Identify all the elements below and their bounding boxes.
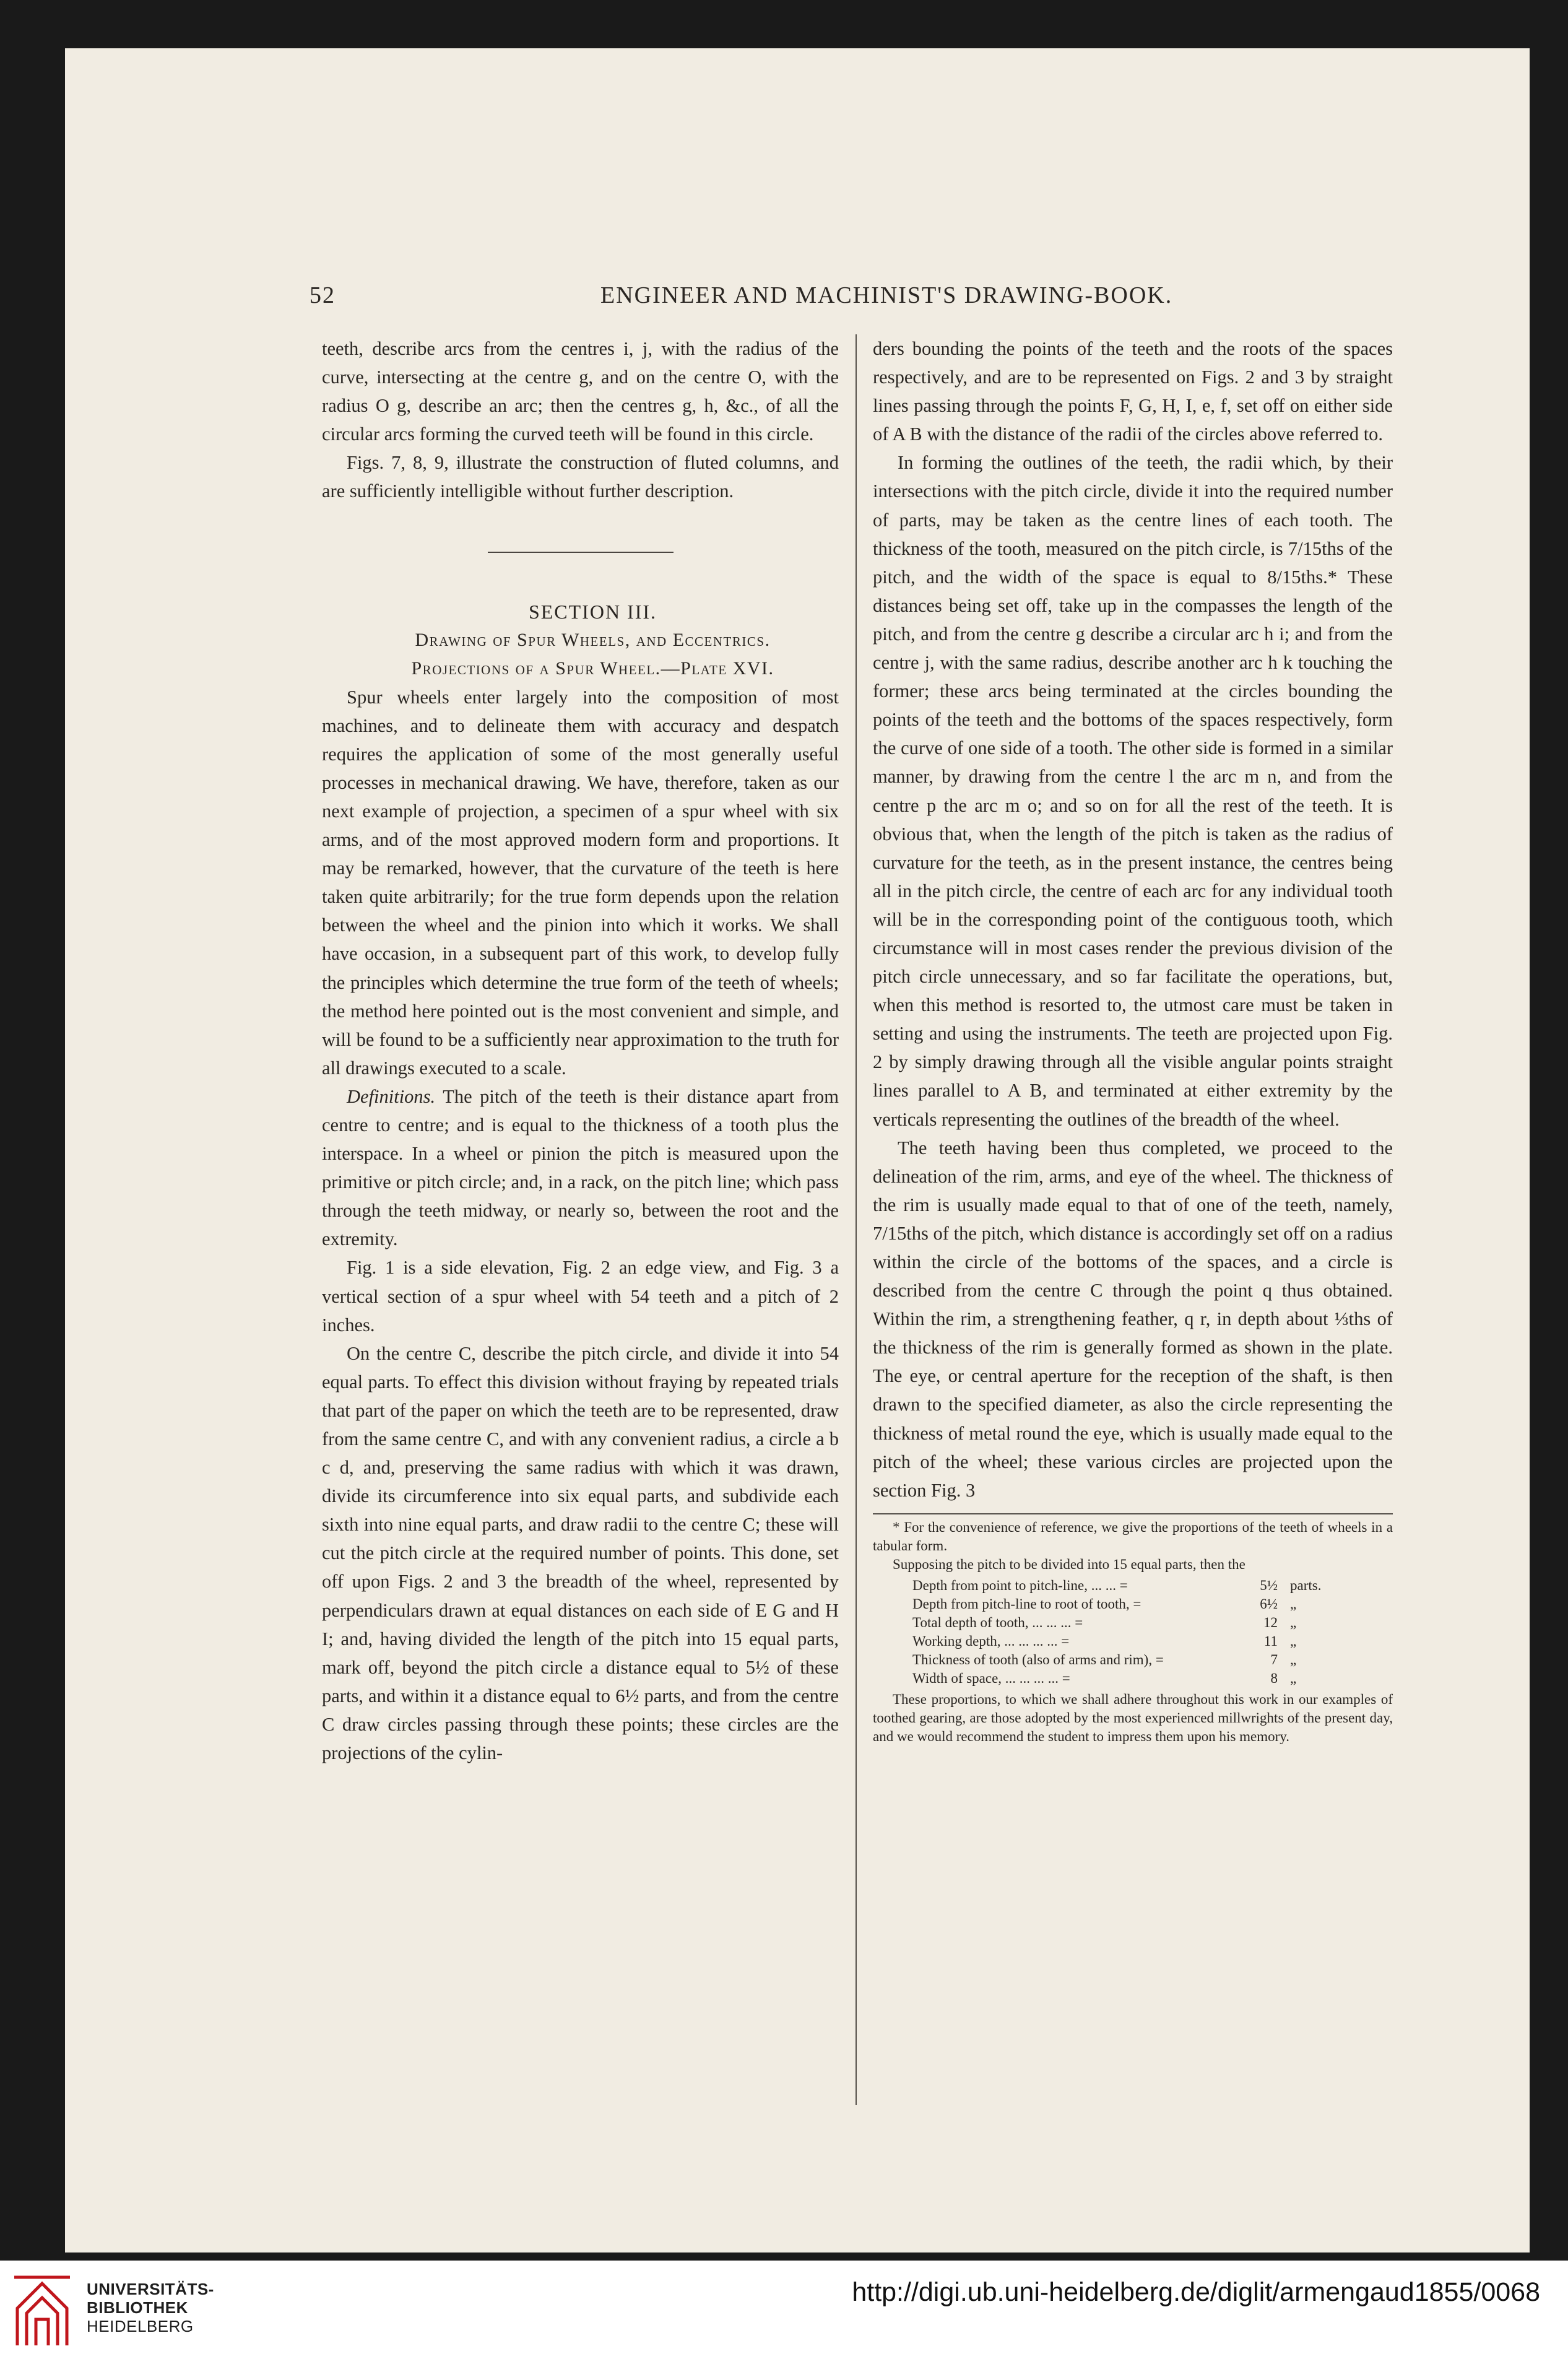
paragraph: ders bounding the points of the teeth and the roots of the spaces respectively, and are to be represented on Figs. 2 and 3 by straight lines passing through the points F, G, H, I, e, f, set off on either side of A B with the distance of the radii of the circles above referred to. (873, 338, 1393, 445)
proportions-unit: „ (1290, 1614, 1297, 1630)
section-heading: SECTION III. (528, 600, 657, 623)
proportions-value: 11 (1263, 1633, 1278, 1649)
proportions-row (912, 1651, 1340, 1669)
paragraph: Spur wheels enter largely into the composition of most machines, and to delineate them with accuracy and despatch requires the application of some of the most generally useful processes in mechanical drawing. We have, therefore, taken as our next example of projection, a specimen of a spur wheel with six arms, and of the most approved modern form and proportions. It may be remarked, however, that the curvature of the teeth is here taken quite arbitrarily; for the true form depends upon the relation between the wheel and the pinion into which it works. We shall have occasion, in a subsequent part of this work, to develop fully the principles which determine the true form of the teeth of wheels; the method here pointed out is the most convenient and simple, and will be found to be a sufficiently near approximation to the truth for all drawings executed to a scale. (322, 686, 839, 1079)
library-name-line2: BIBLIOTHEK (87, 2298, 188, 2317)
paragraph: In forming the outlines of the teeth, the radii which, by their intersections with the pitch circle, divide it into the required number of parts, may be taken as the centre lines of each tooth. The thickness of the tooth, measured on the pitch circle, is 7/15ths of the pitch, and the width of the space is equal to 8/15ths.* These distances being set off, take up in the compasses the length of the pitch, and from the centre g describe a circular arc h i; and from the centre j, with the same radius, describe another arc h k touching the former; these arcs being terminated at the circles bounding the points of the teeth and the bottoms of the spaces respectively, form the curve of one side of a tooth. The other side is formed in a similar manner, by drawing from the centre l the arc m n, and from the centre p the arc m o; and so on for all the rest of the teeth. It is obvious that, when the length of the pitch is taken as the radius of curvature for the teeth, as in the present instance, the centres being all in the pitch circle, the centre of each arc for any individual tooth will be in the corresponding point of the contiguous tooth, which circumstance will in most cases render the previous division of the pitch circle unnecessary, and so far facilitate the operations, but, when this method is resorted to, the utmost care must be taken in setting and using the instruments. The teeth are projected upon Fig. 2 by simply drawing through all the visible angular points straight lines parallel to A B, and terminated at either extremity by the verticals representing the outlines of the breadth of the wheel. (873, 452, 1393, 1130)
section-divider (488, 552, 674, 553)
running-title: ENGINEER AND MACHINIST'S DRAWING-BOOK. (600, 282, 1173, 308)
library-name-line1: UNIVERSITÄTS- (87, 2280, 214, 2298)
proportions-label: Width of space, ... ... ... ... = (912, 1670, 1070, 1686)
proportions-row (912, 1595, 1340, 1614)
section-subtitle-plate: Projections of a Spur Wheel.—Plate XVI. (411, 658, 774, 679)
left-column (322, 334, 839, 1767)
footnote-outro: These proportions, to which we shall adhere throughout this work in our examples of toothed gearing, are those adopted by the most experienced millwrights of the present day, and we would recommend the student to impress them upon his memory. (873, 1691, 1393, 1744)
proportions-unit: „ (1290, 1651, 1297, 1667)
paragraph: The teeth having been thus completed, we proceed to the delineation of the rim, arms, and eye of the wheel. The thickness of the rim is usually made equal to that of one of the teeth, namely, 7/15ths of the pitch, which distance is accordingly set off on a radius within the circle of the bottoms of the spaces, and a circle is described from the centre C through the point q thus obtained. Within the rim, a strengthening feather, q r, in depth about ⅓ths of the thickness of the rim is generally formed as shown in the plate. The eye, or central aperture for the reception of the shaft, is then drawn to the specified diameter, as also the circle representing the thickness of metal round the eye, which is usually made equal to the pitch of the wheel; these various circles are projected upon the section Fig. 3 (873, 1137, 1393, 1501)
paragraph: teeth, describe arcs from the centres i, j, with the radius of the curve, intersecting at the centre g, and on the centre O, with the radius O g, describe an arc; then the centres g, h, &c., of all the circular arcs forming the curved teeth will be found in this circle. (322, 338, 839, 445)
proportions-row (912, 1632, 1340, 1651)
proportions-label: Working depth, ... ... ... ... = (912, 1633, 1070, 1649)
paragraph: Figs. 7, 8, 9, illustrate the construction of fluted columns, and are sufficiently intelligible without further description. (322, 452, 839, 502)
proportions-row (912, 1576, 1340, 1595)
paragraph: Fig. 1 is a side elevation, Fig. 2 an edge view, and Fig. 3 a vertical section of a spur wheel with 54 teeth and a pitch of 2 inches. (322, 1257, 839, 1336)
library-logo-icon (11, 2271, 73, 2352)
section-subtitle: Drawing of Spur Wheels, and Eccentrics. (415, 629, 771, 650)
paragraph: On the centre C, describe the pitch circle, and divide it into 54 equal parts. To effect this division without fraying by repeated trials that part of the paper on which the teeth are to be represented, draw from the same centre C, and with any convenient radius, a circle a b c d, and, preserving the same radius with which it was drawn, divide its circumference into six equal parts, and subdivide each sixth into nine equal parts, and draw radii to the centre C; these will cut the pitch circle at the required number of points. This done, set off upon Figs. 2 and 3 the breadth of the wheel, represented by perpendiculars drawn at equal distances on each side of E G and H I; and, having divided the length of the pitch into 15 equal parts, mark off, beyond the pitch circle a distance equal to 5½ of these parts, and within it a distance equal to 6½ parts, and from the centre C draw circles passing through these points; these circles are the projections of the cylin- (322, 1342, 839, 1764)
proportions-value: 6½ (1260, 1596, 1278, 1612)
paragraph-definitions (322, 1082, 839, 1254)
proportions-unit: „ (1290, 1670, 1297, 1686)
footnote-rule (873, 1513, 1393, 1514)
right-column (873, 334, 1393, 1746)
library-name-line3: HEIDELBERG (87, 2317, 194, 2335)
proportions-row (912, 1669, 1340, 1688)
definitions-lead: Definitions. (347, 1085, 436, 1107)
definitions-text: The pitch of the teeth is their distance apart from centre to centre; and is equal to the thickness of a tooth plus the interspace. In a wheel or pinion the pitch is measured upon the primitive or pitch circle; and, in a rack, on the pitch line; which pass through the teeth midway, or nearly so, between the root and the extremity. (322, 1085, 839, 1250)
proportions-value: 8 (1270, 1670, 1278, 1686)
proportions-label: Depth from pitch-line to root of tooth, = (912, 1596, 1141, 1612)
proportions-value: 7 (1270, 1651, 1278, 1667)
proportions-value: 12 (1263, 1614, 1278, 1630)
library-name (87, 2280, 214, 2335)
column-divider (855, 334, 857, 2105)
footnote (873, 1518, 1393, 1746)
proportions-row (912, 1614, 1340, 1632)
proportions-unit: parts. (1290, 1577, 1322, 1593)
proportions-unit: „ (1290, 1633, 1297, 1649)
footnote-intro: * For the convenience of reference, we give the proportions of the teeth of wheels in a tabular form. (873, 1519, 1393, 1553)
proportions-table (912, 1576, 1340, 1688)
proportions-label: Total depth of tooth, ... ... ... = (912, 1614, 1083, 1630)
proportions-unit: „ (1290, 1596, 1297, 1612)
footnote-intro2: Supposing the pitch to be divided into 15 equal parts, then the (893, 1556, 1245, 1572)
proportions-label: Depth from point to pitch-line, ... ... = (912, 1577, 1128, 1593)
source-url-link[interactable]: http://digi.ub.uni-heidelberg.de/diglit/armengaud1855/0068 (852, 2277, 1540, 2307)
proportions-value: 5½ (1260, 1577, 1278, 1593)
proportions-label: Thickness of tooth (also of arms and rim), = (912, 1651, 1164, 1667)
page-number: 52 (310, 282, 336, 308)
